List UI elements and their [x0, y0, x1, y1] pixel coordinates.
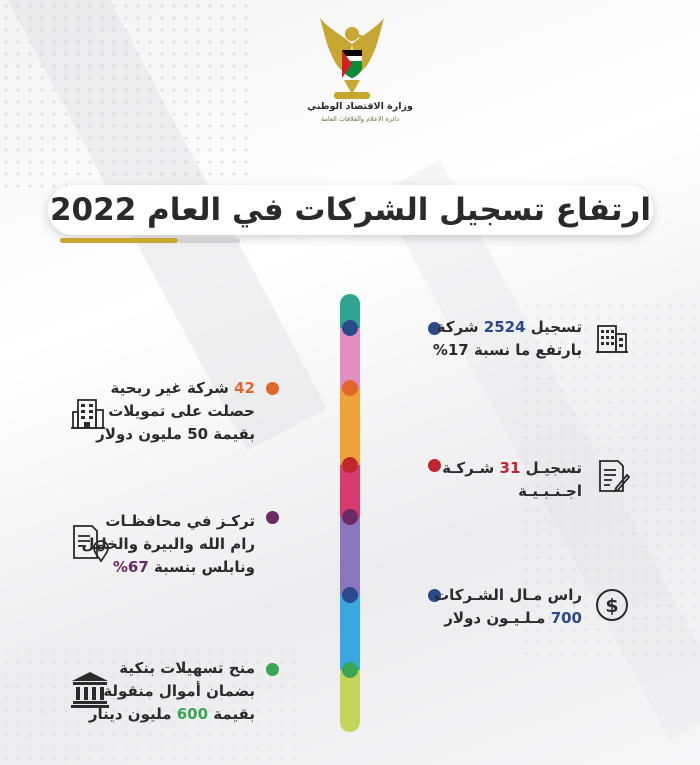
- item-line: تركـز في محافظـات: [105, 512, 255, 530]
- timeline-segment: [340, 517, 360, 595]
- item-line: تسجيل 2524 شركة: [436, 318, 582, 336]
- item-line: منح تسهيلات بنكية: [119, 659, 255, 677]
- timeline-segment: [340, 595, 360, 670]
- item-line: حصلت على تمويلات: [108, 402, 255, 420]
- page-title: ارتفاع تسجيل الشركات في العام 2022: [49, 192, 652, 228]
- item-line: رام الله والبيرة والخليل: [81, 535, 255, 553]
- timeline-node: [342, 457, 358, 473]
- item-line: 700 مـلـيـون دولار: [444, 609, 582, 627]
- title-underline-gold: [60, 238, 178, 243]
- ministry-department: دائرة الاعلام والعلاقات العامة: [320, 115, 399, 123]
- item-line: راس مـال الشـركات: [434, 586, 582, 604]
- item-line: اجـنـبـيـة: [518, 482, 582, 500]
- item-line: ونابلس بنسبة 67%: [112, 558, 255, 576]
- item-dot: [266, 511, 279, 524]
- document-pen-icon: [596, 458, 630, 494]
- background-dots: [0, 0, 250, 190]
- timeline-node: [342, 509, 358, 525]
- timeline-node: [342, 320, 358, 336]
- item-dot: [428, 459, 441, 472]
- timeline-segment: [340, 328, 360, 388]
- item-line: بارتفع ما نسبة 17%: [432, 341, 582, 359]
- item-line: بقيمة 50 مليون دولار: [96, 425, 255, 443]
- item-line: بقيمة 600 مليون دينار: [88, 705, 255, 723]
- timeline-node: [342, 587, 358, 603]
- timeline-node: [342, 380, 358, 396]
- item-line: بضمان أموال منقولة: [103, 682, 255, 700]
- timeline-segment: [340, 670, 360, 732]
- item-line: تسجيـل 31 شـركـة: [442, 459, 582, 477]
- palestine-eagle-emblem-icon: [318, 14, 386, 102]
- item-line: 42 شركة غير ربحية: [110, 379, 255, 397]
- timeline-node: [342, 662, 358, 678]
- item-dot: [266, 663, 279, 676]
- title-underline-gray: [178, 238, 240, 243]
- building-icon: [594, 320, 630, 356]
- ministry-name: وزارة الاقتصاد الوطني: [307, 101, 413, 112]
- dollar-coin-icon: [594, 587, 630, 623]
- svg-text:$: $: [605, 595, 619, 617]
- item-dot: [266, 382, 279, 395]
- timeline-segment: [340, 388, 360, 465]
